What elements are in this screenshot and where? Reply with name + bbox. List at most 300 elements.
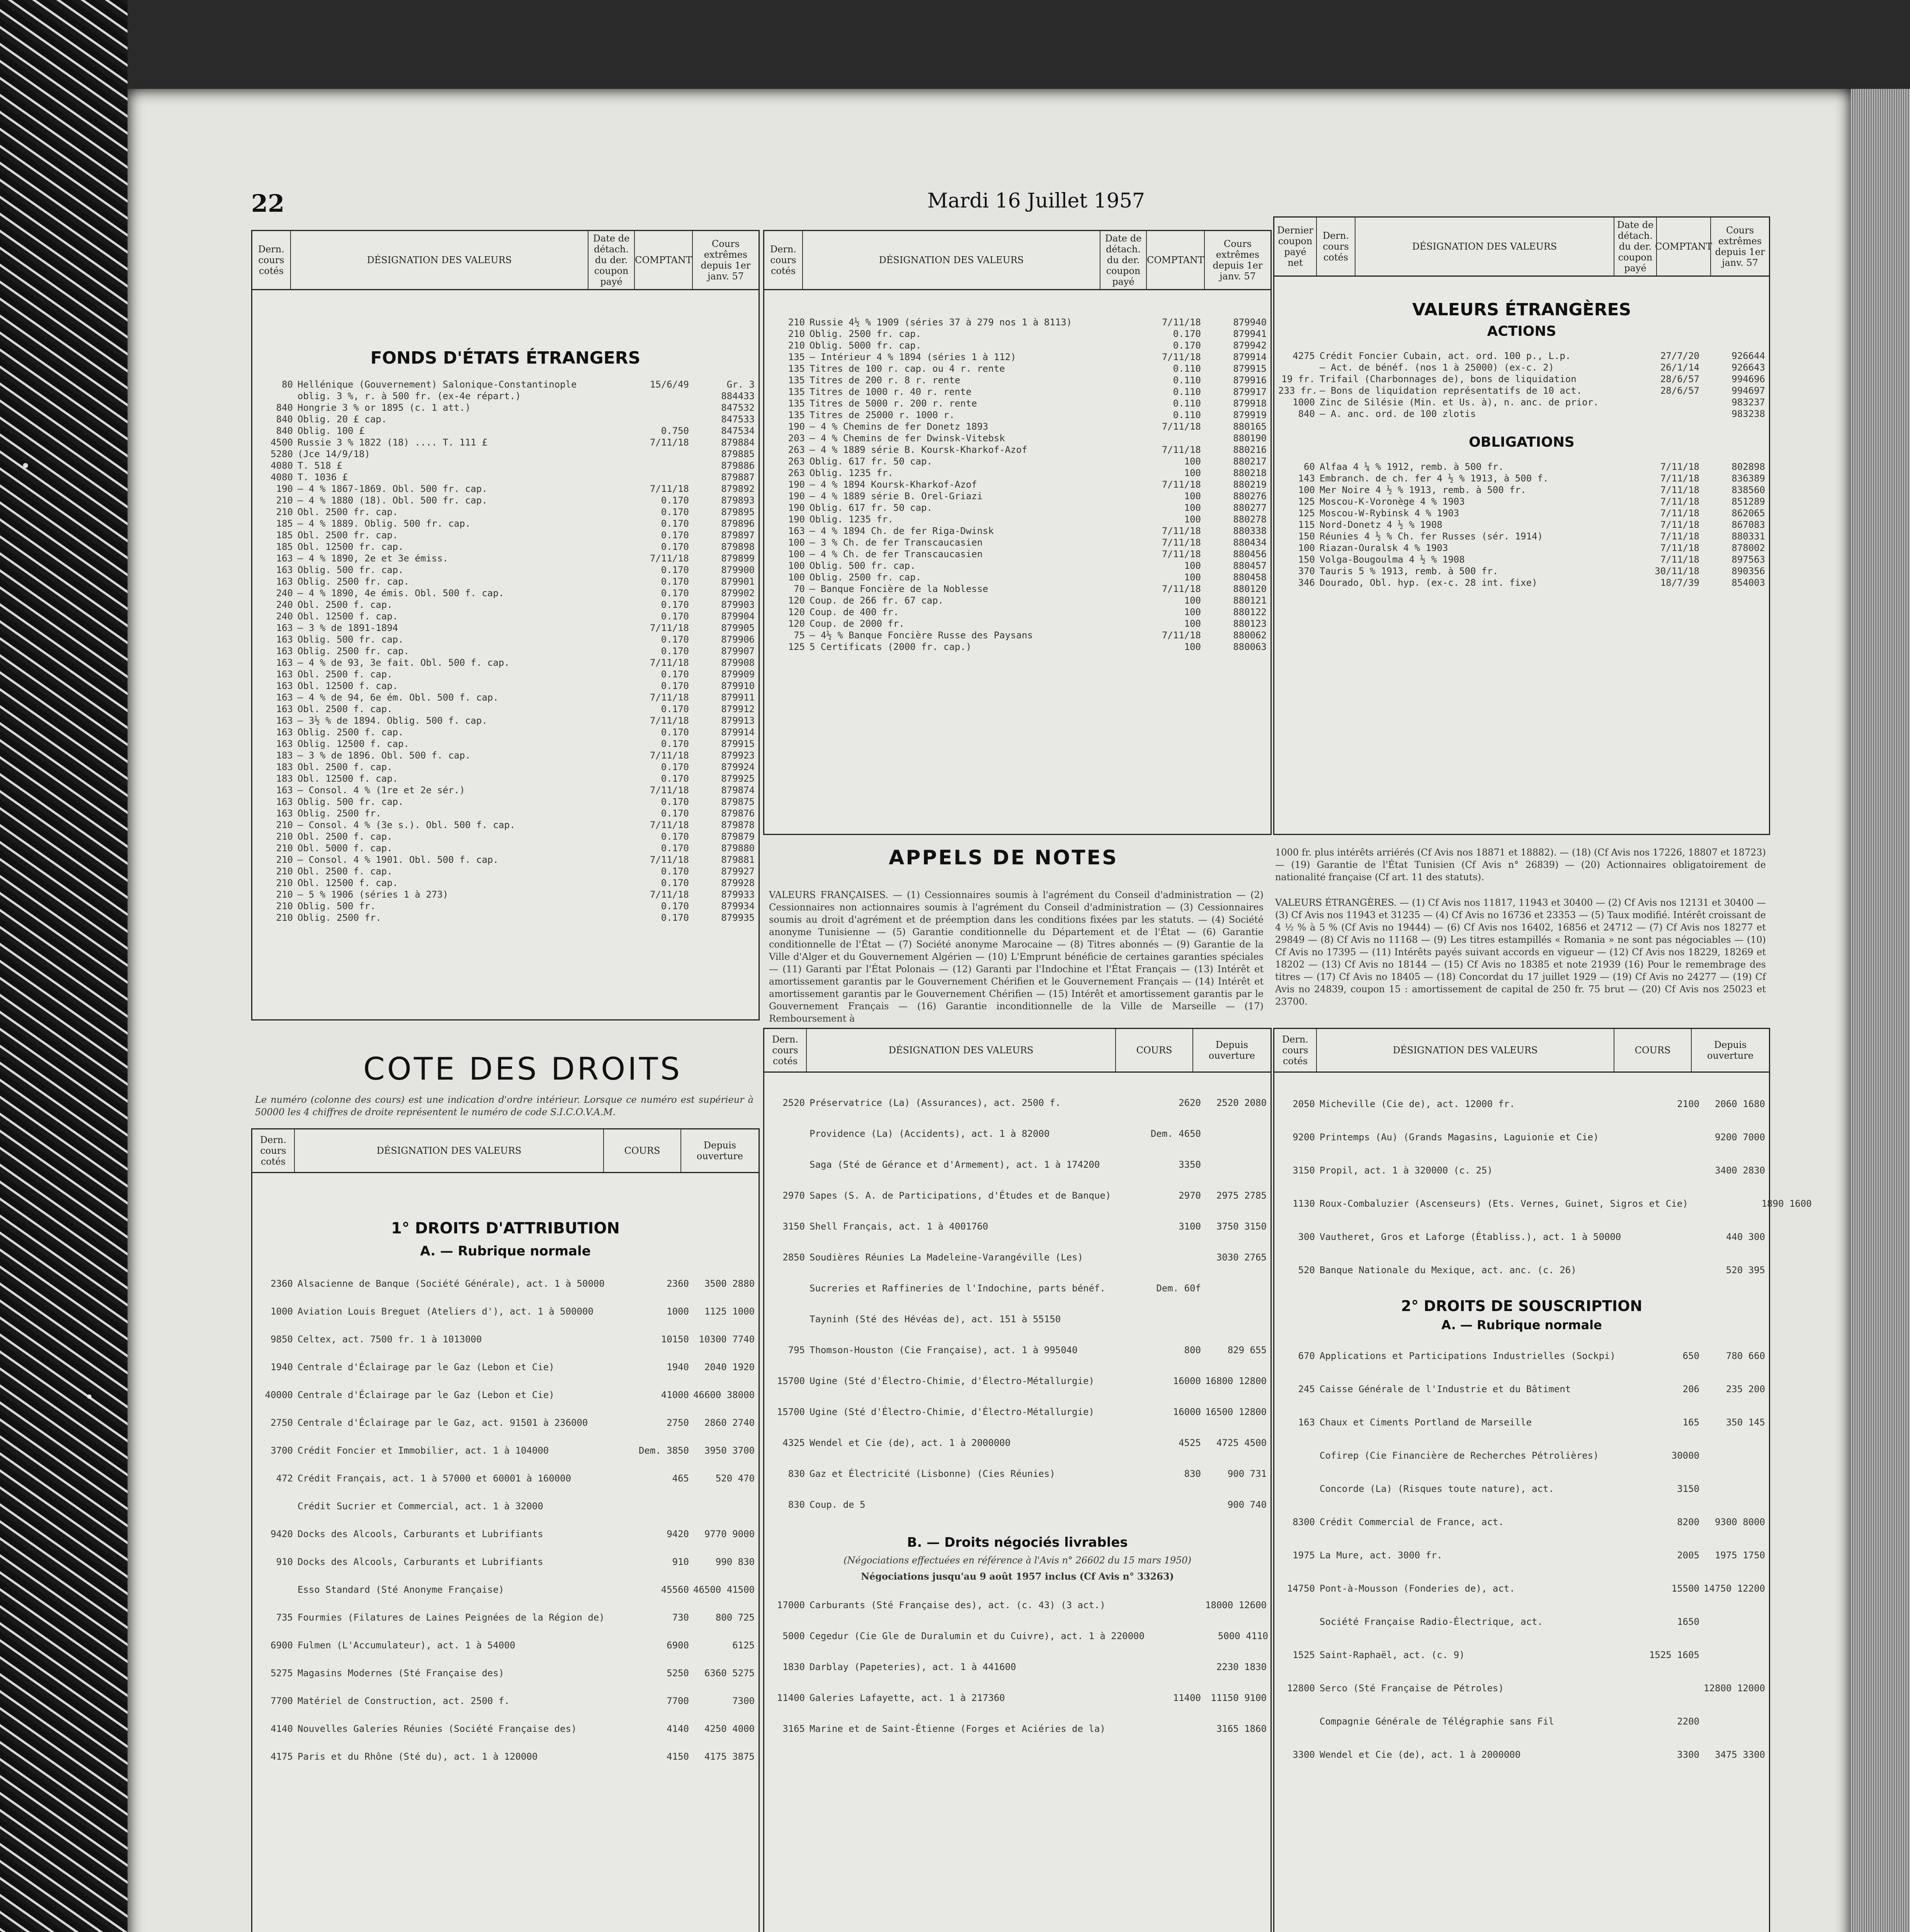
table-cell: 2005 [1677, 1550, 1699, 1561]
table-row [256, 726, 755, 738]
table-cell: Oblig. 2500 fr. cap. [810, 572, 921, 583]
table-cell: 0.170 [1173, 328, 1201, 339]
table-cell: Gr. 3 [726, 379, 755, 390]
table-cell: 235 200 [1726, 1384, 1765, 1395]
table-cell: 15/6/49 [650, 379, 689, 390]
table-row [1278, 1605, 1765, 1638]
table-cell: 879886 [721, 460, 755, 471]
table-cell: 2520 2080 [1216, 1097, 1267, 1108]
table-row [256, 1520, 755, 1548]
table-cell: Fulmen (L'Accumulateur), act. 1 à 54000 [298, 1640, 515, 1651]
table-cell: 7/11/18 [1162, 421, 1201, 432]
table-cell: Mer Noire 4 ½ % 1913, remb. à 500 fr. [1320, 485, 1526, 495]
table-cell: Hongrie 3 % or 1895 (c. 1 att.) [298, 402, 471, 413]
table-row [256, 1464, 755, 1492]
table-cell [1201, 1118, 1267, 1149]
table-cell: 210 [276, 507, 293, 517]
table-row [256, 854, 755, 866]
table-cell: 994697 [1731, 385, 1765, 396]
table-cell: 879925 [721, 773, 755, 784]
table-row [1278, 1738, 1765, 1771]
table-cell [1641, 396, 1699, 408]
table-row [1278, 1121, 1765, 1154]
table-cell: Centrale d'Éclairage par le Gaz (Lebon et Cie) [298, 1362, 554, 1372]
table-cell: Obl. 12500 f. cap. [298, 680, 398, 691]
table-cell: Obl. 2500 f. cap. [298, 599, 393, 610]
table-cell [256, 1576, 298, 1604]
table-cell: 100 [1184, 595, 1201, 606]
header-dern: Dern. cours cotés [252, 231, 291, 289]
table-row [768, 444, 1267, 456]
table-cell: Oblig. 20 £ cap. [298, 414, 387, 425]
table-cell: 879904 [721, 611, 755, 622]
table-cell: 190 [788, 479, 805, 490]
table-cell: 4080 [270, 472, 293, 483]
table-cell: Obl. 2500 f. cap. [298, 762, 393, 772]
table-cell: 880458 [1233, 572, 1267, 583]
table-cell: Trifail (Charbonnages de), bons de liquidation [1320, 374, 1577, 384]
table-cell: 879892 [721, 483, 755, 494]
table-cell [631, 413, 689, 425]
table-row [256, 425, 755, 437]
table-cell: Obl. 2500 f. cap. [298, 866, 393, 877]
table-cell: 350 145 [1726, 1417, 1765, 1428]
table-row [256, 1325, 755, 1353]
table-cell [631, 402, 689, 413]
table-row [256, 773, 755, 784]
table-cell: 70 [794, 583, 805, 594]
table-cell: 7/11/18 [1162, 479, 1201, 490]
table-cell: Cofirep (Cie Financière de Recherches Pétrolières) [1320, 1450, 1599, 1461]
table-cell: Oblig. 617 fr. 50 cap. [810, 456, 932, 467]
table-cell: 3950 3700 [704, 1445, 755, 1456]
section-title: 2° DROITS DE SOUSCRIPTION [1401, 1298, 1643, 1315]
table-row [768, 1489, 1267, 1520]
table-cell: 135 [788, 386, 805, 397]
table-row [768, 374, 1267, 386]
table-cell: 7/11/18 [650, 437, 689, 448]
table-row [768, 456, 1267, 467]
table-cell: Centrale d'Éclairage par le Gaz, act. 91501 à 236000 [298, 1417, 588, 1428]
table-row [256, 564, 755, 576]
table-cell: 851289 [1731, 496, 1765, 507]
header-comptant: COMPTANT [1147, 231, 1205, 289]
table-cell: 28/6/57 [1660, 374, 1699, 384]
table-cell: 4080 [270, 460, 293, 471]
table-row [256, 842, 755, 854]
table-cell: 163 [276, 715, 293, 726]
table-cell: 163 [276, 669, 293, 680]
table-cell: 7/11/18 [650, 889, 689, 900]
table-cell: Serco (Sté Française de Pétroles) [1320, 1683, 1504, 1694]
table-cell [1143, 1489, 1201, 1520]
table-row [256, 599, 755, 611]
table-row [1278, 408, 1765, 420]
table-row [1278, 1472, 1765, 1505]
table-cell: 3150 [1677, 1483, 1699, 1494]
table-cell: 0.170 [661, 680, 689, 691]
table-row [256, 379, 755, 390]
table-cell: 880331 [1731, 531, 1765, 542]
table-cell: Concorde (La) (Risques toute nature), act. [1320, 1483, 1554, 1494]
table-cell: Sucreries et Raffineries de l'Indochine, parts bénéf. [810, 1283, 1106, 1294]
table-cell: 880277 [1233, 502, 1267, 513]
table-cell: Coup. de 266 fr. 67 cap. [810, 595, 944, 606]
table-cell: Préservatrice (La) (Assurances), act. 2500 f. [810, 1097, 1061, 1108]
table-cell: 15700 [777, 1376, 805, 1386]
row-list [764, 1587, 1270, 1747]
table-row [1278, 519, 1765, 531]
row-list [1274, 1336, 1769, 1774]
table-row [1278, 1572, 1765, 1605]
table-cell: 879893 [721, 495, 755, 506]
section-title: FONDS D'ÉTATS ÉTRANGERS [370, 348, 641, 368]
negociations-note-2: Négociations jusqu'au 9 août 1957 inclus (Cf Avis n° 33263) [861, 1571, 1174, 1582]
table-cell: 2975 2785 [1216, 1190, 1267, 1201]
table-cell: 847533 [721, 414, 755, 425]
table-cell: 135 [788, 375, 805, 386]
table-cell: 4175 3875 [704, 1751, 755, 1762]
table-cell: 4325 [782, 1437, 805, 1448]
table-cell: 879874 [721, 785, 755, 796]
table-cell: 3400 2830 [1714, 1165, 1765, 1176]
header-date-detach: Date de détach. du der. coupon payé [1100, 231, 1147, 289]
header-depuis: Depuis ouverture [1707, 1039, 1754, 1061]
table-cell [689, 1492, 755, 1520]
table-cell: 990 830 [715, 1556, 755, 1567]
header-cours: COURS [1614, 1029, 1692, 1071]
table-cell: 880123 [1233, 618, 1267, 629]
table-cell: (Jce 14/9/18) [298, 449, 370, 459]
table-row [1278, 385, 1765, 396]
table-cell: 7/11/18 [1162, 526, 1201, 536]
table-cell: 7/11/18 [650, 483, 689, 494]
negociations-note: (Négociations effectuées en référence à l'Avis n° 26602 du 15 mars 1950) [843, 1555, 1192, 1566]
table-cell: 879885 [721, 449, 755, 459]
table-cell: Russie 3 % 1822 (18) .... T. 111 £ [298, 437, 488, 448]
table-cell: 185 [276, 518, 293, 529]
table-cell: — Banque Foncière de la Noblesse [810, 583, 988, 594]
table-cell: 18000 12600 [1205, 1600, 1267, 1611]
table-cell: Réunies 4 ½ % Ch. fer Russes (sér. 1914) [1320, 531, 1543, 542]
table-cell: 0.170 [661, 669, 689, 680]
table-cell: Oblig. 500 fr. [298, 901, 376, 912]
table-header [252, 1129, 759, 1173]
table-row [768, 583, 1267, 595]
table-row [256, 900, 755, 912]
table-cell: 879881 [721, 854, 755, 865]
table-row [256, 471, 755, 483]
table-cell: 879880 [721, 843, 755, 854]
table-cell [631, 471, 689, 483]
table-cell: 926644 [1731, 350, 1765, 361]
table-cell: 19 fr. [1281, 374, 1315, 384]
table-cell: 190 [788, 514, 805, 525]
table-row [256, 1659, 755, 1687]
table-row [768, 595, 1267, 606]
table-cell: 41000 [661, 1389, 689, 1400]
table-row [1278, 1439, 1765, 1472]
table-cell: 879933 [721, 889, 755, 900]
table-cell: 2860 2740 [704, 1417, 755, 1428]
table-cell: 840 [276, 425, 293, 436]
cote-title: COTE DES DROITS [363, 1051, 682, 1087]
table-cell [256, 390, 298, 402]
table-row [256, 819, 755, 831]
header-dern: Dern. cours cotés [764, 1029, 807, 1071]
table-cell: Oblig. 12500 f. cap. [298, 738, 409, 749]
table-cell: 879917 [1233, 386, 1267, 397]
table-row [768, 514, 1267, 525]
table-cell: 4140 [667, 1723, 689, 1734]
table-cell: Société Française Radio-Électrique, act. [1320, 1616, 1543, 1627]
table-row [768, 641, 1267, 653]
table-row [256, 877, 755, 889]
table-cell: Applications et Participations Industrielles (Sockpi) [1320, 1350, 1616, 1361]
table-cell: Volga-Bougoulma 4 ½ % 1908 [1320, 554, 1465, 565]
header-dern: Dern. cours cotés [764, 231, 803, 289]
table-cell: T. 1036 £ [298, 472, 348, 483]
table-cell: 30000 [1671, 1450, 1699, 1461]
table-cell: 12800 [1287, 1683, 1315, 1694]
table-row [768, 1211, 1267, 1242]
table-cell: 206 [1682, 1384, 1699, 1395]
table-droits-attribution [251, 1128, 760, 1932]
table-cell: 879911 [721, 692, 755, 703]
header-designation: DÉSIGNATION DES VALEURS [807, 1029, 1116, 1071]
table-row [256, 1548, 755, 1576]
table-row [768, 571, 1267, 583]
table-cell: 7700 [270, 1696, 293, 1706]
table-cell: Thomson-Houston (Cie Française), act. 1 à 995040 [810, 1345, 1078, 1355]
table-cell: 440 300 [1726, 1231, 1765, 1242]
header-cours: COURS [604, 1129, 681, 1172]
table-cell [1143, 1242, 1201, 1273]
table-row [256, 866, 755, 877]
table-cell: 994696 [1731, 374, 1765, 384]
table-row [256, 460, 755, 471]
row-list [1274, 458, 1769, 592]
table-cell: 1130 [1293, 1198, 1315, 1209]
table-cell: 5250 [667, 1668, 689, 1679]
table-cell: 125 [1298, 508, 1315, 519]
table-row [256, 912, 755, 923]
table-cell: Ugine (Sté d'Électro-Chimie, d'Électro-Métallurgie) [810, 1406, 1094, 1417]
table-cell: 163 [276, 785, 293, 796]
header-cours: COURS [1116, 1029, 1193, 1071]
table-cell: 100 [788, 537, 805, 548]
table-row [1278, 473, 1765, 484]
table-cell: 836389 [1731, 473, 1765, 484]
table-row [1278, 1505, 1765, 1539]
table-russie [763, 230, 1272, 835]
table-cell: 6125 [732, 1640, 755, 1651]
table-cell: 27/7/20 [1660, 350, 1699, 361]
table-cell: 120 [788, 595, 805, 606]
table-cell: 30/11/18 [1655, 566, 1699, 577]
table-cell: Oblig. 1235 fr. [810, 468, 893, 478]
table-row [768, 409, 1267, 421]
table-cell: 190 [788, 491, 805, 502]
table-cell: 7/11/18 [650, 785, 689, 796]
header-dern: Dern. cours cotés [252, 1129, 295, 1172]
table-cell: 2620 [1179, 1097, 1201, 1108]
header-extremes: Cours extrêmes depuis 1er janv. 57 [1715, 225, 1765, 268]
table-cell: 245 [1298, 1384, 1315, 1395]
table-row [256, 784, 755, 796]
table-droits-col2 [763, 1028, 1272, 1932]
table-cell: Saint-Raphaël, act. (c. 9) [1320, 1650, 1465, 1660]
table-row [256, 1715, 755, 1743]
table-cell: 879905 [721, 622, 755, 633]
table-cell: 983238 [1731, 408, 1765, 419]
table-cell [1201, 1149, 1267, 1180]
table-cell: 163 [276, 692, 293, 703]
table-cell: 780 660 [1726, 1350, 1765, 1361]
table-cell: Wendel et Cie (de), act. 1 à 2000000 [1320, 1749, 1521, 1760]
table-cell: 880276 [1233, 491, 1267, 502]
header-extremes: Cours extrêmes depuis 1er janv. 57 [701, 238, 751, 282]
table-cell: Matériel de Construction, act. 2500 f. [298, 1696, 510, 1706]
table-cell: Compagnie Générale de Télégraphie sans Fil [1320, 1716, 1554, 1727]
table-cell: Hellénique (Gouvernement) Salonique-Constantinople [298, 379, 577, 390]
table-cell: 862065 [1731, 508, 1765, 519]
table-cell: 800 [1184, 1345, 1201, 1355]
table-cell: 28/6/57 [1660, 385, 1699, 396]
table-cell: 926643 [1731, 362, 1765, 373]
table-cell: Gaz et Électricité (Lisbonne) (Cies Réunies) [810, 1468, 1055, 1479]
table-row [256, 483, 755, 495]
table-cell: Oblig. 2500 fr. [298, 808, 381, 819]
table-cell: Soudières Réunies La Madeleine-Varangéville (Les) [810, 1252, 1083, 1263]
row-list [1274, 347, 1769, 423]
table-row [768, 351, 1267, 363]
table-cell: Aviation Louis Breguet (Ateliers d'), act. 1 à 500000 [298, 1306, 594, 1317]
header-dern: Dern. cours cotés [1317, 218, 1356, 276]
table-cell: Micheville (Cie de), act. 12000 fr. [1320, 1099, 1515, 1109]
table-cell: 880063 [1233, 641, 1267, 652]
table-cell: Oblig. 2500 fr. [298, 912, 381, 923]
table-header [764, 231, 1270, 290]
table-cell: 880062 [1233, 630, 1267, 641]
table-row [256, 645, 755, 657]
table-cell: Magasins Modernes (Sté Française des) [298, 1668, 504, 1679]
table-cell: 46500 41500 [693, 1584, 755, 1595]
table-cell [1143, 1713, 1201, 1744]
table-cell: 190 [788, 502, 805, 513]
table-cell: 879875 [721, 796, 755, 807]
table-cell: 115 [1298, 519, 1315, 530]
table-cell: 4525 [1179, 1437, 1201, 1448]
table-cell: 3165 1860 [1216, 1723, 1267, 1734]
table-row [256, 622, 755, 634]
table-cell: 840 [276, 402, 293, 413]
table-cell: 879912 [721, 704, 755, 714]
table-cell: Crédit Sucrier et Commercial, act. 1 à 32000 [298, 1501, 543, 1512]
table-cell: 190 [276, 483, 293, 494]
header-comptant: COMPTANT [1657, 218, 1711, 276]
table-cell: 2520 [782, 1097, 805, 1108]
table-cell: 7/11/18 [1162, 630, 1201, 641]
table-cell: 5 Certificats (2000 fr. cap.) [810, 641, 972, 652]
table-cell: 735 [276, 1612, 293, 1623]
table-cell: 879878 [721, 820, 755, 830]
appels-text-3: VALEURS ÉTRANGÈRES. — (1) Cf Avis nos 11817, 11943 et 30400 — (2) Cf Avis nos 12131 et 30400 — (3) Cf Avis nos 11943 et 31235 — (4) Cf Avis no 16736 et 23353 — (5) Taux modifié. Intérêt croissant de 4 ½ % à 5 % (Cf Avis no 19444) — (6) Cf Avis nos 16402, 16856 et 24712 — (7) Cf Avis nos 18277 et 29849 — (8) Cf Avis no 11168 — (9) Les titres estampillés « Romania » ne sont pas négociables — (10) Cf Avis no 17395 — (11) Intérêts payés suivant accords en vigueur — (12) Cf Avis nos 18229, 18269 et 18202 — (13) Cf Avis no 18144 — (15) Cf Avis no 18385 et note 21939 (16) Pour le remembrage des titres — (17) Cf Avis no 18405 — (18) Concordat du 17 juillet 1929 — (19) Cf Avis no 24277 — (19) Cf Avis no 24839, coupon 15 : amortissement de capital de 250 fr. 75 brut — (20) Cf Avis nos 25023 et 23700. [1275, 897, 1766, 1007]
table-cell: 2100 [1677, 1099, 1699, 1109]
table-row [1278, 1220, 1765, 1253]
table-cell: 795 [788, 1345, 805, 1355]
table-row [256, 553, 755, 564]
table-row [256, 1576, 755, 1604]
table-cell: — A. anc. ord. de 100 zlotis [1320, 408, 1476, 419]
table-cell: 16500 12800 [1205, 1406, 1267, 1417]
table-cell: 163 [276, 622, 293, 633]
table-cell: 0.170 [661, 727, 689, 738]
table-cell: Obl. 2500 fr. cap. [298, 507, 398, 517]
table-cell: 0.170 [661, 611, 689, 622]
table-cell [1699, 1439, 1765, 1472]
table-cell: 163 [276, 553, 293, 564]
table-cell: 879907 [721, 646, 755, 656]
table-cell: — 4 % 1889 série B. Orel-Griazi [810, 491, 983, 502]
table-row [256, 715, 755, 726]
header-date-detach: Date de détach. du der. coupon payé [588, 231, 635, 289]
table-cell: 4725 4500 [1216, 1437, 1267, 1448]
appels-title: APPELS DE NOTES [889, 846, 1118, 869]
section-subtitle: ACTIONS [1487, 323, 1556, 339]
table-cell: 4175 [270, 1751, 293, 1762]
table-cell: 879927 [721, 866, 755, 877]
table-cell: 75 [794, 630, 805, 641]
table-cell: Zinc de Silésie (Min. et Us. à), n. anc. de prior. [1320, 397, 1599, 408]
table-row [1278, 362, 1765, 373]
table-cell: — 3½ % de 1894. Oblig. 500 f. cap. [298, 715, 488, 726]
table-cell: 80 [282, 379, 293, 390]
table-cell: 263 [788, 456, 805, 467]
table-cell: Chaux et Ciments Portland de Marseille [1320, 1417, 1532, 1428]
table-row [768, 432, 1267, 444]
table-cell: 17000 [777, 1600, 805, 1611]
table-cell: 0.170 [661, 507, 689, 517]
row-list [764, 313, 1270, 656]
table-cell: 163 [788, 526, 805, 536]
table-cell: 163 [1298, 1417, 1315, 1428]
table-cell: Oblig. 500 fr. cap. [810, 560, 916, 571]
table-cell: 3150 [1293, 1165, 1315, 1176]
row-list [764, 1084, 1270, 1523]
table-cell [1641, 1220, 1699, 1253]
table-row [256, 1270, 755, 1298]
table-cell: Russie 4½ % 1909 (séries 37 à 279 nos 1 à 8113) [810, 317, 1072, 328]
table-cell: 9420 [667, 1529, 689, 1539]
table-row [768, 1682, 1267, 1713]
table-cell: 4150 [667, 1751, 689, 1762]
table-row [1278, 1187, 1812, 1220]
table-cell: 838560 [1731, 485, 1765, 495]
table-cell: 3100 [1179, 1221, 1201, 1232]
table-cell: 163 [276, 738, 293, 749]
table-cell: 7/11/18 [1660, 496, 1699, 507]
table-cell: 879915 [1233, 363, 1267, 374]
table-row [256, 402, 755, 413]
table-cell: Oblig. 617 fr. 50 cap. [810, 502, 932, 513]
table-cell: 240 [276, 611, 293, 622]
table-cell: 2360 [667, 1278, 689, 1289]
table-cell: Tayninh (Sté des Hévéas de), act. 151 à 55150 [810, 1314, 1061, 1325]
cote-intro: Le numéro (colonne des cours) est une indication d'ordre intérieur. Lorsque ce numéro est supérieur à 50000 les 4 chiffres de droite représentent le numéro de code S.I.C.O.V.A.M. [255, 1094, 753, 1117]
table-header [252, 231, 759, 290]
table-cell: Crédit Commercial de France, act. [1320, 1517, 1504, 1527]
